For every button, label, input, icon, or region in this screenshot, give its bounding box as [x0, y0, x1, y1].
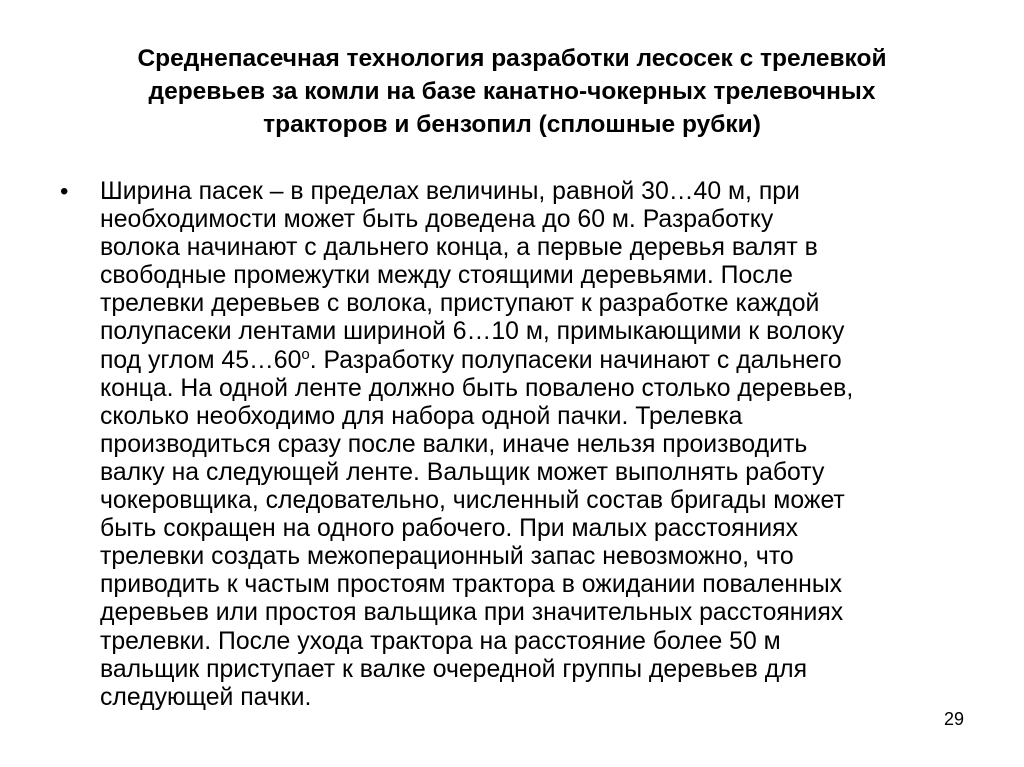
bullet-line-6: полупасеки лентами шириной 6…10 м, примыкающими к волоку: [100, 318, 845, 346]
bullet-line-19: следующей пачки.: [100, 683, 312, 711]
bullet-line-2: необходимости может быть доведена до 60 м. Разработку: [100, 206, 774, 234]
title-line-3: тракторов и бензопил (сплошные рубки): [263, 111, 761, 138]
bullet-line-7-tail: . Разработку полупасеки начинают с дальнего: [309, 346, 842, 374]
bullet-line-10: производиться сразу после валки, иначе нельзя производить: [100, 430, 808, 458]
bullet-line-7-head: под углом 45…60: [100, 346, 302, 374]
title-line-2: деревьев за комли на базе канатно-чокерных трелевочных: [148, 78, 876, 105]
degree-sign: о: [301, 345, 310, 363]
bullet-line-16: деревьев или простоя вальщика при значительных расстояниях: [100, 599, 844, 627]
bullet-marker: •: [60, 178, 69, 205]
bullet-line-13: быть сокращен на одного рабочего. При малых расстояниях: [100, 515, 798, 543]
title-line-1: Среднепасечная технология разработки лесосек с трелевкой: [137, 45, 887, 72]
bullet-line-3: волока начинают с дальнего конца, а первые деревья валят в: [100, 234, 818, 262]
bullet-line-1: Ширина пасек – в пределах величины, равной 30…40 м, при: [100, 178, 800, 205]
bullet-line-8: конца. На одной ленте должно быть повалено столько деревьев,: [100, 374, 854, 402]
page-number: 29: [944, 709, 965, 729]
bullet-line-5: трелевки деревьев с волока, приступают к разработке каждой: [100, 290, 820, 318]
bullet-line-11: валку на следующей ленте. Вальщик может выполнять работу: [100, 458, 825, 486]
bullet-line-15: приводить к частым простоям трактора в ожидании поваленных: [100, 571, 843, 599]
bullet-line-4: свободные промежутки между стоящими деревьями. После: [100, 262, 793, 290]
bullet-line-12: чокеровщика, следовательно, численный состав бригады может: [100, 487, 845, 515]
bullet-paragraph: [100, 178, 980, 712]
bullet-line-18: вальщик приступает к валке очередной группы деревьев для: [100, 655, 808, 683]
slide-title: [80, 42, 944, 141]
bullet-line-7: [100, 347, 980, 375]
bullet-line-14: трелевки создать межоперационный запас невозможно, что: [100, 543, 794, 571]
bullet-line-17: трелевки. После ухода трактора на расстояние более 50 м: [100, 627, 781, 655]
bullet-line-9: сколько необходимо для набора одной пачки. Трелевка: [100, 402, 743, 430]
